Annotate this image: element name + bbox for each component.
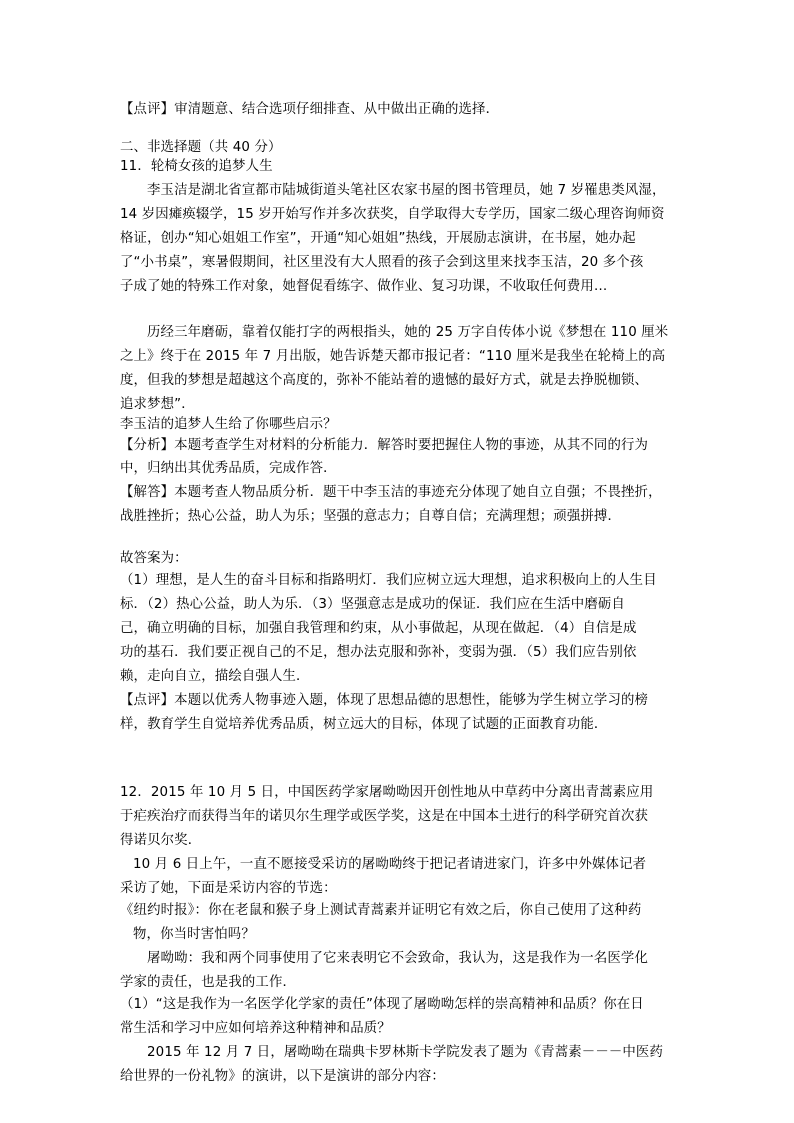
answer-line: （1）理想，是人生的奋斗目标和指路明灯．我们应树立远大理想，追求积极向上的人生目 — [120, 573, 657, 588]
interview-line: 物，你当时害怕吗？ — [133, 927, 255, 942]
answer-line: 己，确立明确的目标，加强自我管理和约束，从小事做起，从现在做起．（4）自信是成 — [120, 621, 637, 636]
analysis-line: 【分析】本题考查学生对材料的分析能力．解答时要把握住人物的事迹，从其不同的行为 — [120, 438, 649, 453]
answer-line: 赖，走向自立，描绘自强人生． — [120, 669, 310, 684]
section-heading: 二、非选择题（共 40 分） — [120, 140, 282, 155]
paragraph-line: 14 岁因瘫痪辍学，15 岁开始写作并多次获奖，自学取得大专学历，国家二级心理咨询师资 — [120, 207, 665, 222]
paragraph-line: 得诺贝尔奖． — [120, 833, 202, 848]
answer-line: 功的基石．我们要正视自己的不足，想办法克服和弥补，变弱为强．（5）我们应告别依 — [120, 645, 637, 660]
interview-line: 《纽约时报》：你在老鼠和猴子身上测试青蒿素并证明它有效之后，你自己使用了这种药 — [120, 903, 642, 918]
paragraph-line: 历经三年磨砺，靠着仅能打字的两根指头，她的 25 万字自传体小说《梦想在 110 厘米 — [147, 325, 669, 340]
paragraph-line: 格证，创办“知心姐姐工作室”，开通“知心姐姐”热线，开展励志演讲，在书屋，她办起 — [120, 231, 636, 246]
question-11-title: 11．轮椅女孩的追梦人生 — [120, 159, 273, 174]
comment-line: 样，教育学生自觉培养优秀品质，树立远大的目标，体现了试题的正面教育功能． — [120, 717, 608, 732]
question-prompt: 李玉洁的追梦人生给了你哪些启示？ — [120, 417, 337, 432]
sub-question-line: 常生活和学习中应如何培养这种精神和品质？ — [120, 1021, 391, 1036]
paragraph-line: 采访了她，下面是采访内容的节选： — [120, 881, 337, 896]
analysis-line: 中，归纳出其优秀品质，完成作答． — [120, 461, 337, 476]
paragraph-line: 子成了她的特殊工作对象，她督促看练字、做作业、复习功课，不收取任何费用… — [120, 279, 608, 294]
paragraph-line: 于疟疾治疗而获得当年的诺贝尔生理学或医学奖，这是在中国本土进行的科学研究首次获 — [120, 809, 649, 824]
paragraph-line: 之上》终于在 2015 年 7 月出版，她告诉楚天都市报记者：“110 厘米是我坐在轮椅上的高 — [120, 349, 666, 364]
comment-line: 【点评】本题以优秀人物事迹入题，体现了思想品德的思想性，能够为学生树立学习的榜 — [120, 693, 649, 708]
paragraph-line: 度，但我的梦想是超越这个高度的，弥补不能站着的遗憾的最好方式，就是去挣脱枷锁、 — [120, 373, 649, 388]
sub-question-line: （1）“这是我作为一名医学化学家的责任”体现了屠呦呦怎样的崇高精神和品质？你在日 — [120, 997, 644, 1012]
paragraph-line: 2015 年 12 月 7 日，屠呦呦在瑞典卡罗林斯卡学院发表了题为《青蒿素－－－中医药 — [147, 1045, 664, 1060]
solution-line: 【解答】本题考查人物品质分析．题干中李玉洁的事迹充分体现了她自立自强；不畏挫折， — [120, 485, 662, 500]
interview-line: 屠呦呦：我和两个同事使用了它来表明它不会致命，我认为，这是我作为一名医学化 — [147, 951, 649, 966]
question-12-line: 12．2015 年 10 月 5 日，中国医药学家屠呦呦因开创性地从中草药中分离出青蒿素应用 — [120, 785, 654, 800]
answer-heading: 故答案为： — [120, 551, 188, 566]
interview-line: 学家的责任，也是我的工作． — [120, 975, 297, 990]
paragraph-line: 李玉洁是湖北省宣都市陆城街道头笔社区农家书屋的图书管理员，她 7 岁罹患类风湿， — [147, 183, 666, 198]
comment-line: 【点评】审清题意、结合选项仔细排查、从中做出正确的选择． — [120, 102, 500, 117]
paragraph-line: 了“小书桌”，寒暑假期间，社区里没有大人照看的孩子会到这里来找李玉洁，20 多个孩 — [120, 255, 644, 270]
paragraph-line: 给世界的一份礼物》的演讲，以下是演讲的部分内容： — [120, 1069, 445, 1084]
solution-line: 战胜挫折；热心公益，助人为乐；坚强的意志力；自尊自信；充满理想；顽强拼搏． — [120, 509, 622, 524]
paragraph-line: 10 月 6 日上午，一直不愿接受采访的屠呦呦终于把记者请进家门，许多中外媒体记者 — [133, 857, 647, 872]
answer-line: 标．（2）热心公益，助人为乐．（3）坚强意志是成功的保证．我们应在生活中磨砺自 — [120, 597, 625, 612]
paragraph-line: 追求梦想”． — [120, 397, 195, 412]
